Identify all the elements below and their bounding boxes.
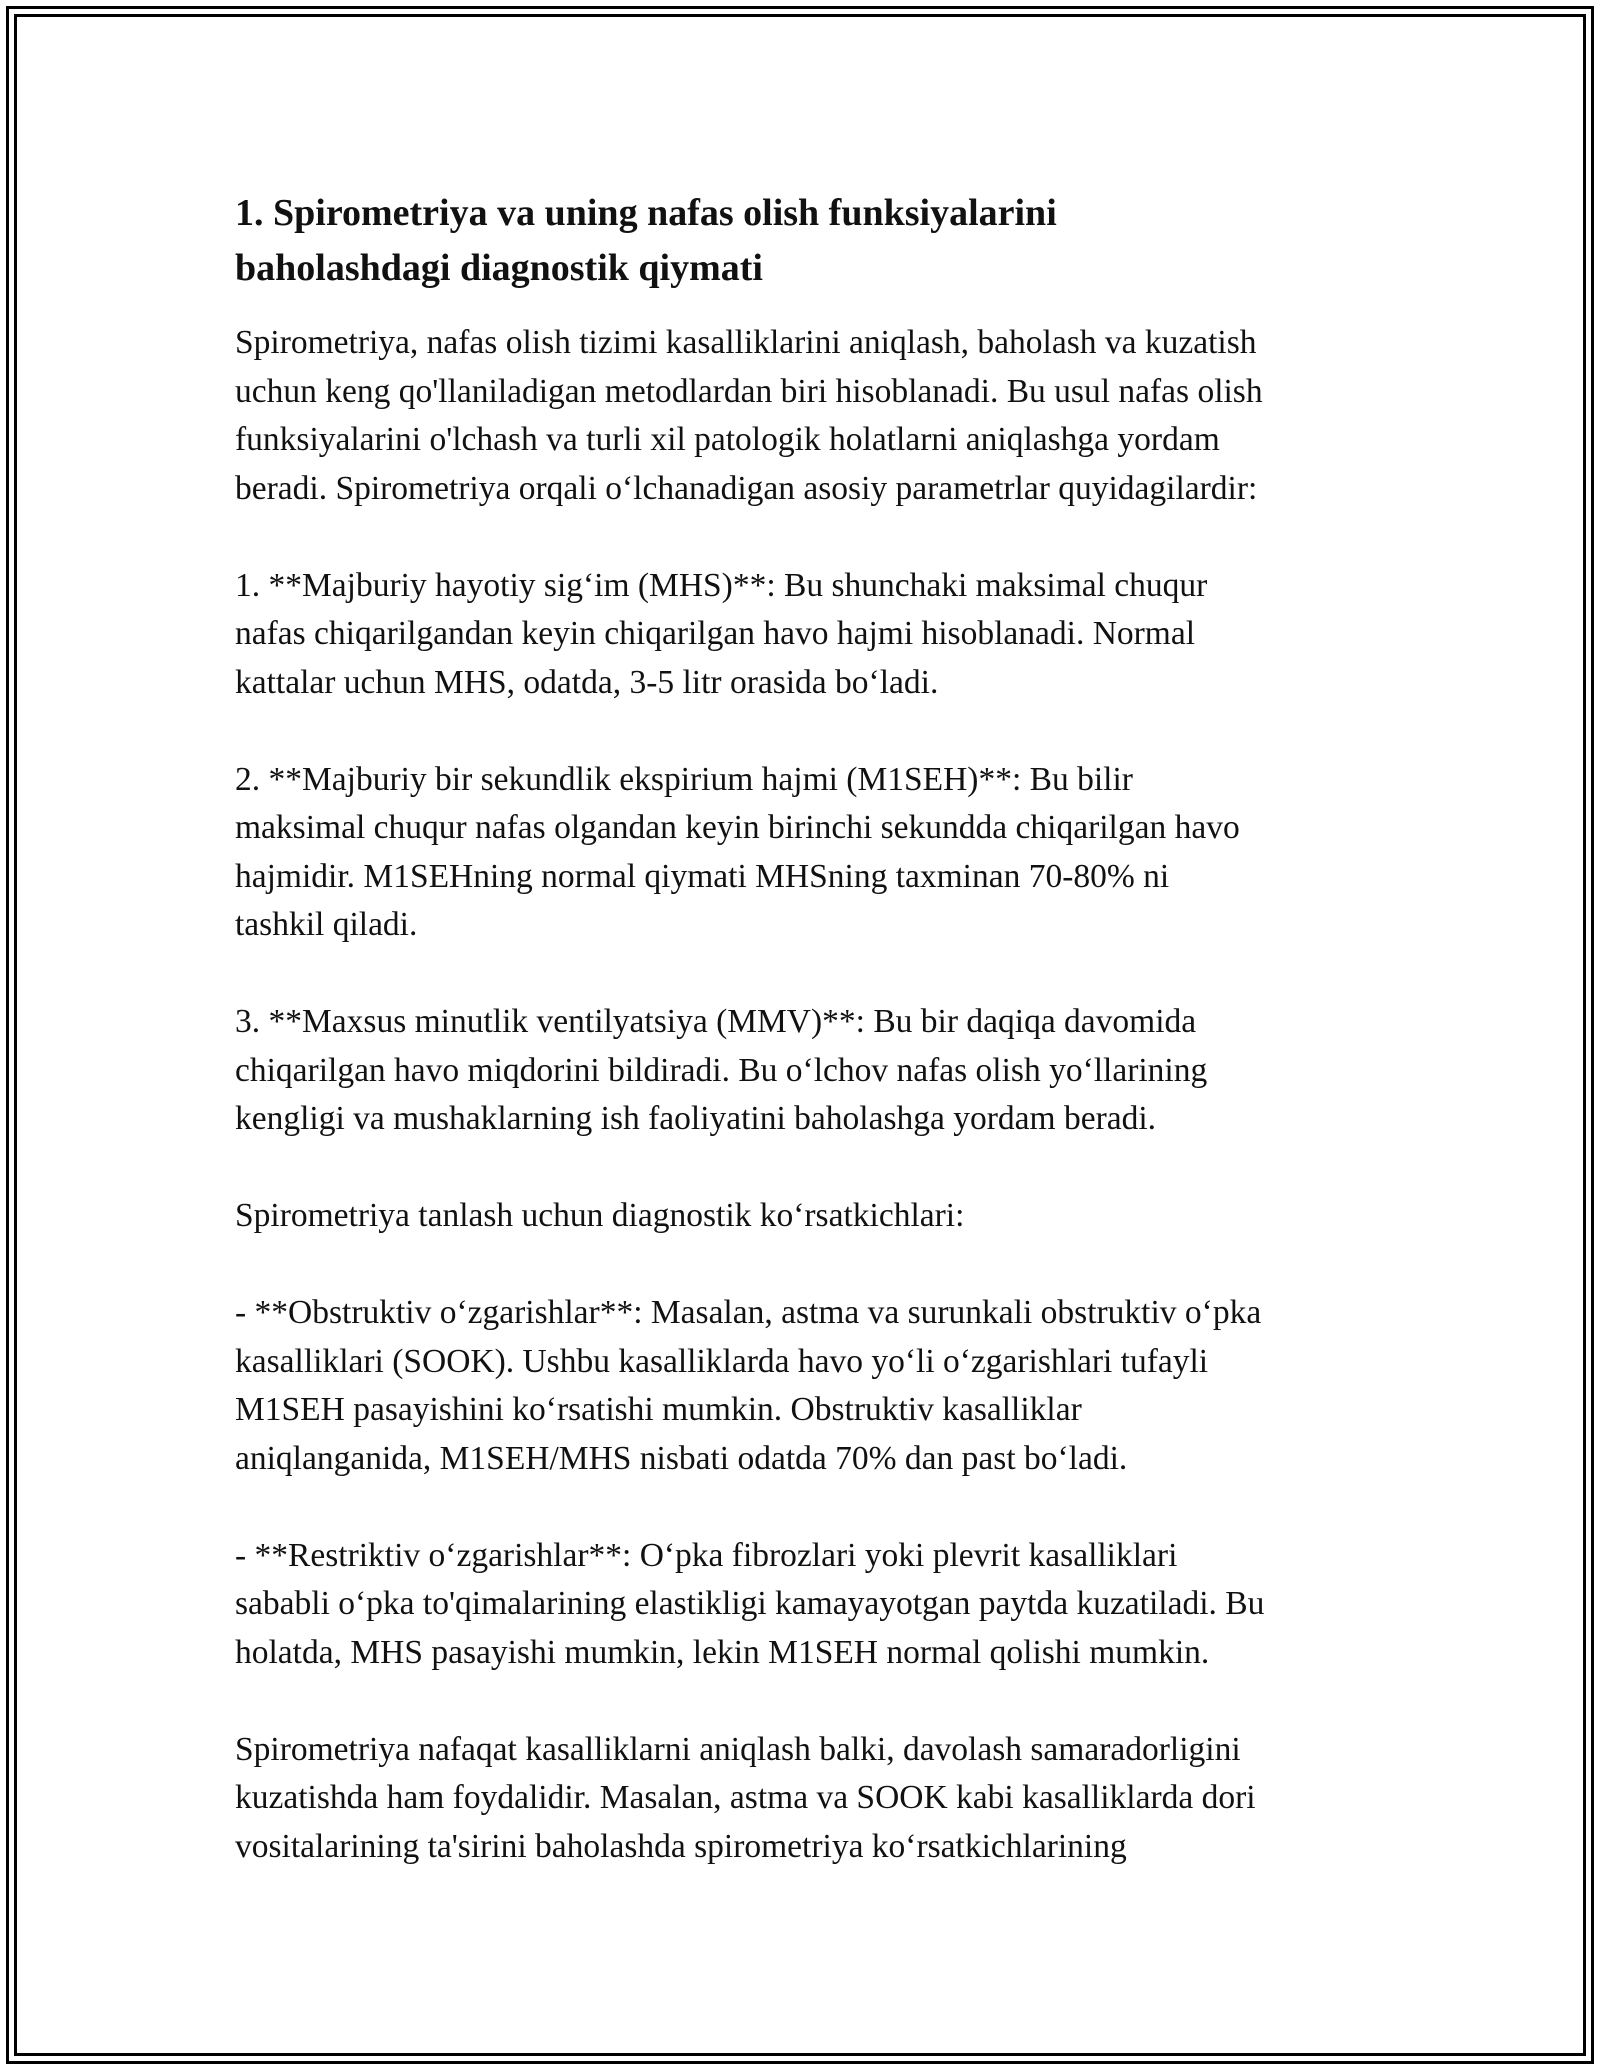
item-mmv-paragraph: 3. **Maxsus minutlik ventilyatsiya (MMV)**: Bu bir daqiqa davomida chiqarilgan havo miqdorini bildiradi. Bu o‘lchov nafas olish yo‘llarining kengligi va mushaklarning ish faoliyatini baholashga yordam beradi. bbox=[235, 1003, 1208, 1137]
closing-paragraph: Spirometriya nafaqat kasalliklarni aniqlash balki, davolash samaradorligini kuzatishda ham foydalidir. Masalan, astma va SOOK kabi kasalliklarda dori vositalarining ta'sirini baholashda spirometriya ko‘rsatkichlarining bbox=[235, 1730, 1256, 1865]
item-mhs-paragraph: 1. **Majburiy hayotiy sig‘im (MHS)**: Bu shunchaki maksimal chuqur nafas chiqarilgandan keyin chiqarilgan havo hajmi hisoblanadi. Normal kattalar uchun MHS, odatda, 3-5 litr orasida bo‘ladi. bbox=[235, 566, 1208, 701]
document-page bbox=[235, 186, 1375, 1871]
restrictive-paragraph: - **Restriktiv o‘zgarishlar**: O‘pka fibrozlari yoki plevrit kasalliklari sababli o‘pka to'qimalarining elastikligi kamayayotgan paytda kuzatiladi. Bu holatda, MHS pasayishi mumkin, lekin M1SEH normal qolishi mumkin. bbox=[235, 1536, 1265, 1671]
title-line-1: 1. Spirometriya va uning nafas olish funksiyalarini bbox=[235, 192, 1057, 234]
item-m1seh-paragraph: 2. **Majburiy bir sekundlik ekspirium hajmi (M1SEH)**: Bu bilir maksimal chuqur nafas olgandan keyin birinchi sekundda chiqarilgan havo hajmidir. M1SEHning normal qiymati MHSning taxminan 70-80% ni tashkil qiladi. bbox=[235, 760, 1240, 943]
obstructive-paragraph: - **Obstruktiv o‘zgarishlar**: Masalan, astma va surunkali obstruktiv o‘pka kasalliklari (SOOK). Ushbu kasalliklarda havo yo‘li o‘zgarishlari tufayli M1SEH pasayishini ko‘rsatishi mumkin. Obstruktiv kasalliklar aniqlanganida, M1SEH/MHS nisbati odatda 70% dan past bo‘ladi. bbox=[235, 1294, 1262, 1477]
title-line-2: baholashdagi diagnostik qiymati bbox=[235, 247, 763, 289]
intro-paragraph: Spirometriya, nafas olish tizimi kasalliklarini aniqlash, baholash va kuzatish uchun keng qo'llaniladigan metodlardan biri hisoblanadi. Bu usul nafas olish funksiyalarini o'lchash va turli xil patologik holatlarni aniqlashga yordam beradi. Spirometriya orqali o‘lchanadigan asosiy parametrlar quyidagilardir: bbox=[235, 324, 1263, 507]
document-title bbox=[235, 186, 1235, 296]
diagnostic-heading-paragraph: Spirometriya tanlash uchun diagnostik ko‘rsatkichlari: bbox=[235, 1197, 965, 1234]
